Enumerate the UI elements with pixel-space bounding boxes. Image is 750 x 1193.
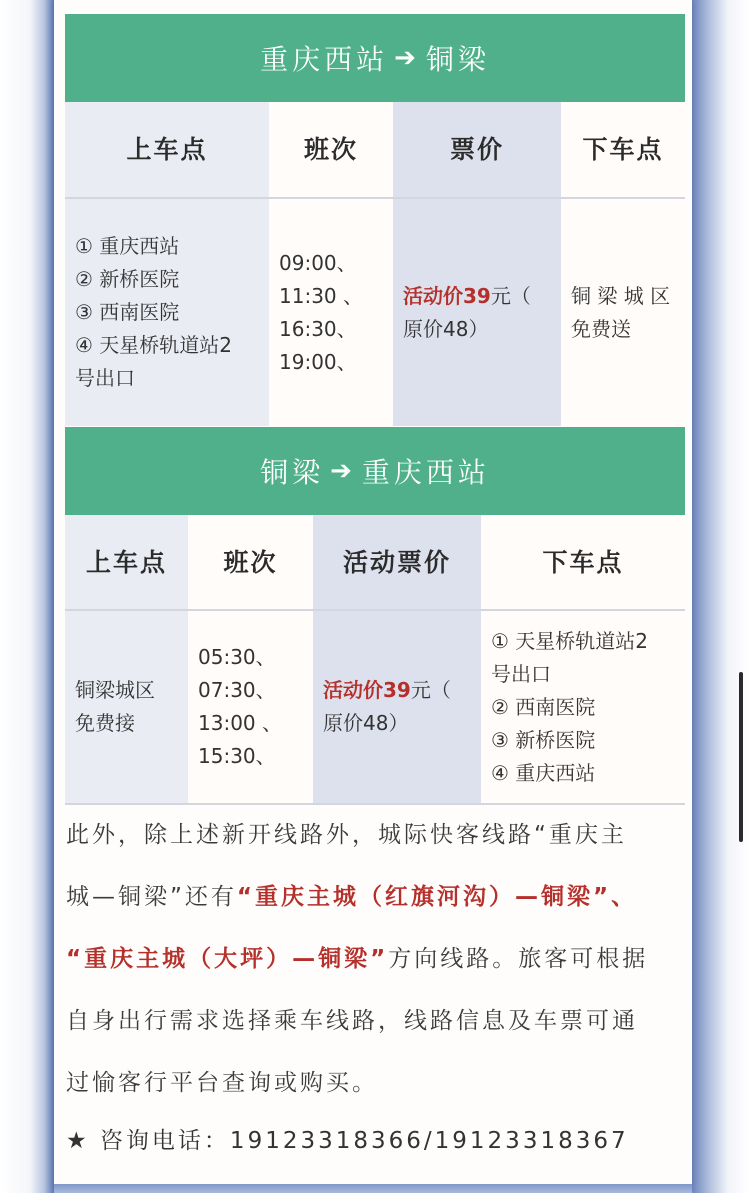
route-header-chongqing-to-tongliang <box>65 14 685 102</box>
article-paragraph <box>66 804 686 1114</box>
header-schedule: 班次 <box>269 102 393 197</box>
table-row <box>65 611 685 805</box>
paragraph-line: 此外，除上述新开线路外，城际快客线路“重庆主 <box>66 822 627 848</box>
departure-time: 05:30、 <box>198 645 276 669</box>
route-destination: 铜梁 <box>425 43 490 76</box>
paragraph-line <box>66 866 686 928</box>
page-bottom-edge <box>54 1184 692 1193</box>
header-price: 票价 <box>393 102 561 197</box>
dropoff-point: 铜 梁 城 区 <box>571 283 671 308</box>
departure-time: 07:30、 <box>198 678 276 702</box>
header-boarding: 上车点 <box>65 515 188 609</box>
page-frame-right <box>692 0 750 1193</box>
departure-times <box>269 199 393 426</box>
contact-phone: 咨询电话：19123318366/19123318367 <box>89 1128 629 1154</box>
boarding-points <box>65 611 188 803</box>
table-header-row <box>65 102 685 199</box>
schedule-table-route2 <box>65 515 685 805</box>
dropoff-point: 号出口 <box>491 661 551 686</box>
table-row <box>65 199 685 426</box>
boarding-point: ③ 西南医院 <box>75 300 180 324</box>
departure-time: 19:00、 <box>279 349 357 374</box>
boarding-point: 免费接 <box>75 711 135 735</box>
boarding-point: ② 新桥医院 <box>75 267 180 291</box>
dropoff-point: 免费送 <box>571 316 631 341</box>
schedule-table-route1 <box>65 102 685 426</box>
page-frame-left <box>0 0 54 1193</box>
departure-time: 15:30、 <box>198 744 276 768</box>
departure-time: 11:30 、 <box>279 283 363 308</box>
scrollbar-thumb[interactable] <box>739 672 743 842</box>
departure-times <box>188 611 313 803</box>
boarding-point: 铜梁城区 <box>75 678 155 702</box>
route-header-tongliang-to-chongqing <box>65 427 685 515</box>
paragraph-line: 过愉客行平台查询或购买。 <box>66 1070 378 1096</box>
star-icon: ★ <box>66 1128 90 1154</box>
original-price: 原价48） <box>323 711 409 735</box>
paragraph-text: 城—铜梁”还有 <box>66 884 237 910</box>
dropoff-point: ③ 新桥医院 <box>491 727 596 752</box>
dropoff-point: ① 天星桥轨道站2 <box>491 628 649 653</box>
header-promo-price: 活动票价 <box>313 515 481 609</box>
highlight-route: “重庆主城（大坪）—铜梁” <box>66 946 389 972</box>
original-price: 原价48） <box>403 316 489 341</box>
boarding-point: ④ 天星桥轨道站2 <box>75 333 233 357</box>
highlight-route: “重庆主城（红旗河沟）—铜梁”、 <box>236 884 638 910</box>
dropoff-point: ④ 重庆西站 <box>491 760 596 785</box>
contact-line <box>66 1122 686 1155</box>
promo-price: 活动价39 <box>323 678 411 702</box>
boarding-points <box>65 199 269 426</box>
departure-time: 09:00、 <box>279 250 357 275</box>
route-origin: 重庆西站 <box>260 43 389 76</box>
table-header-row <box>65 515 685 611</box>
price-unit: 元（ <box>490 283 531 308</box>
arrow-right-icon: ➔ <box>330 456 356 486</box>
dropoff-point: ② 西南医院 <box>491 694 596 719</box>
ticket-price <box>313 611 481 803</box>
route-destination: 重庆西站 <box>361 456 490 489</box>
dropoff-points <box>561 199 685 426</box>
promo-price: 活动价39 <box>403 283 491 308</box>
header-boarding: 上车点 <box>65 102 269 197</box>
boarding-point: 号出口 <box>75 366 135 390</box>
departure-time: 16:30、 <box>279 316 357 341</box>
boarding-point: ① 重庆西站 <box>75 234 180 258</box>
paragraph-line: 自身出行需求选择乘车线路，线路信息及车票可通 <box>66 1008 638 1034</box>
header-dropoff: 下车点 <box>481 515 685 609</box>
paragraph-line <box>66 928 686 990</box>
dropoff-points <box>481 611 685 803</box>
arrow-right-icon: ➔ <box>394 43 420 73</box>
ticket-price <box>393 199 561 426</box>
route-origin: 铜梁 <box>260 456 325 489</box>
paragraph-text: 方向线路。旅客可根据 <box>388 946 649 972</box>
departure-time: 13:00 、 <box>198 711 282 735</box>
price-unit: 元（ <box>410 678 451 702</box>
header-schedule: 班次 <box>188 515 313 609</box>
header-dropoff: 下车点 <box>561 102 685 197</box>
